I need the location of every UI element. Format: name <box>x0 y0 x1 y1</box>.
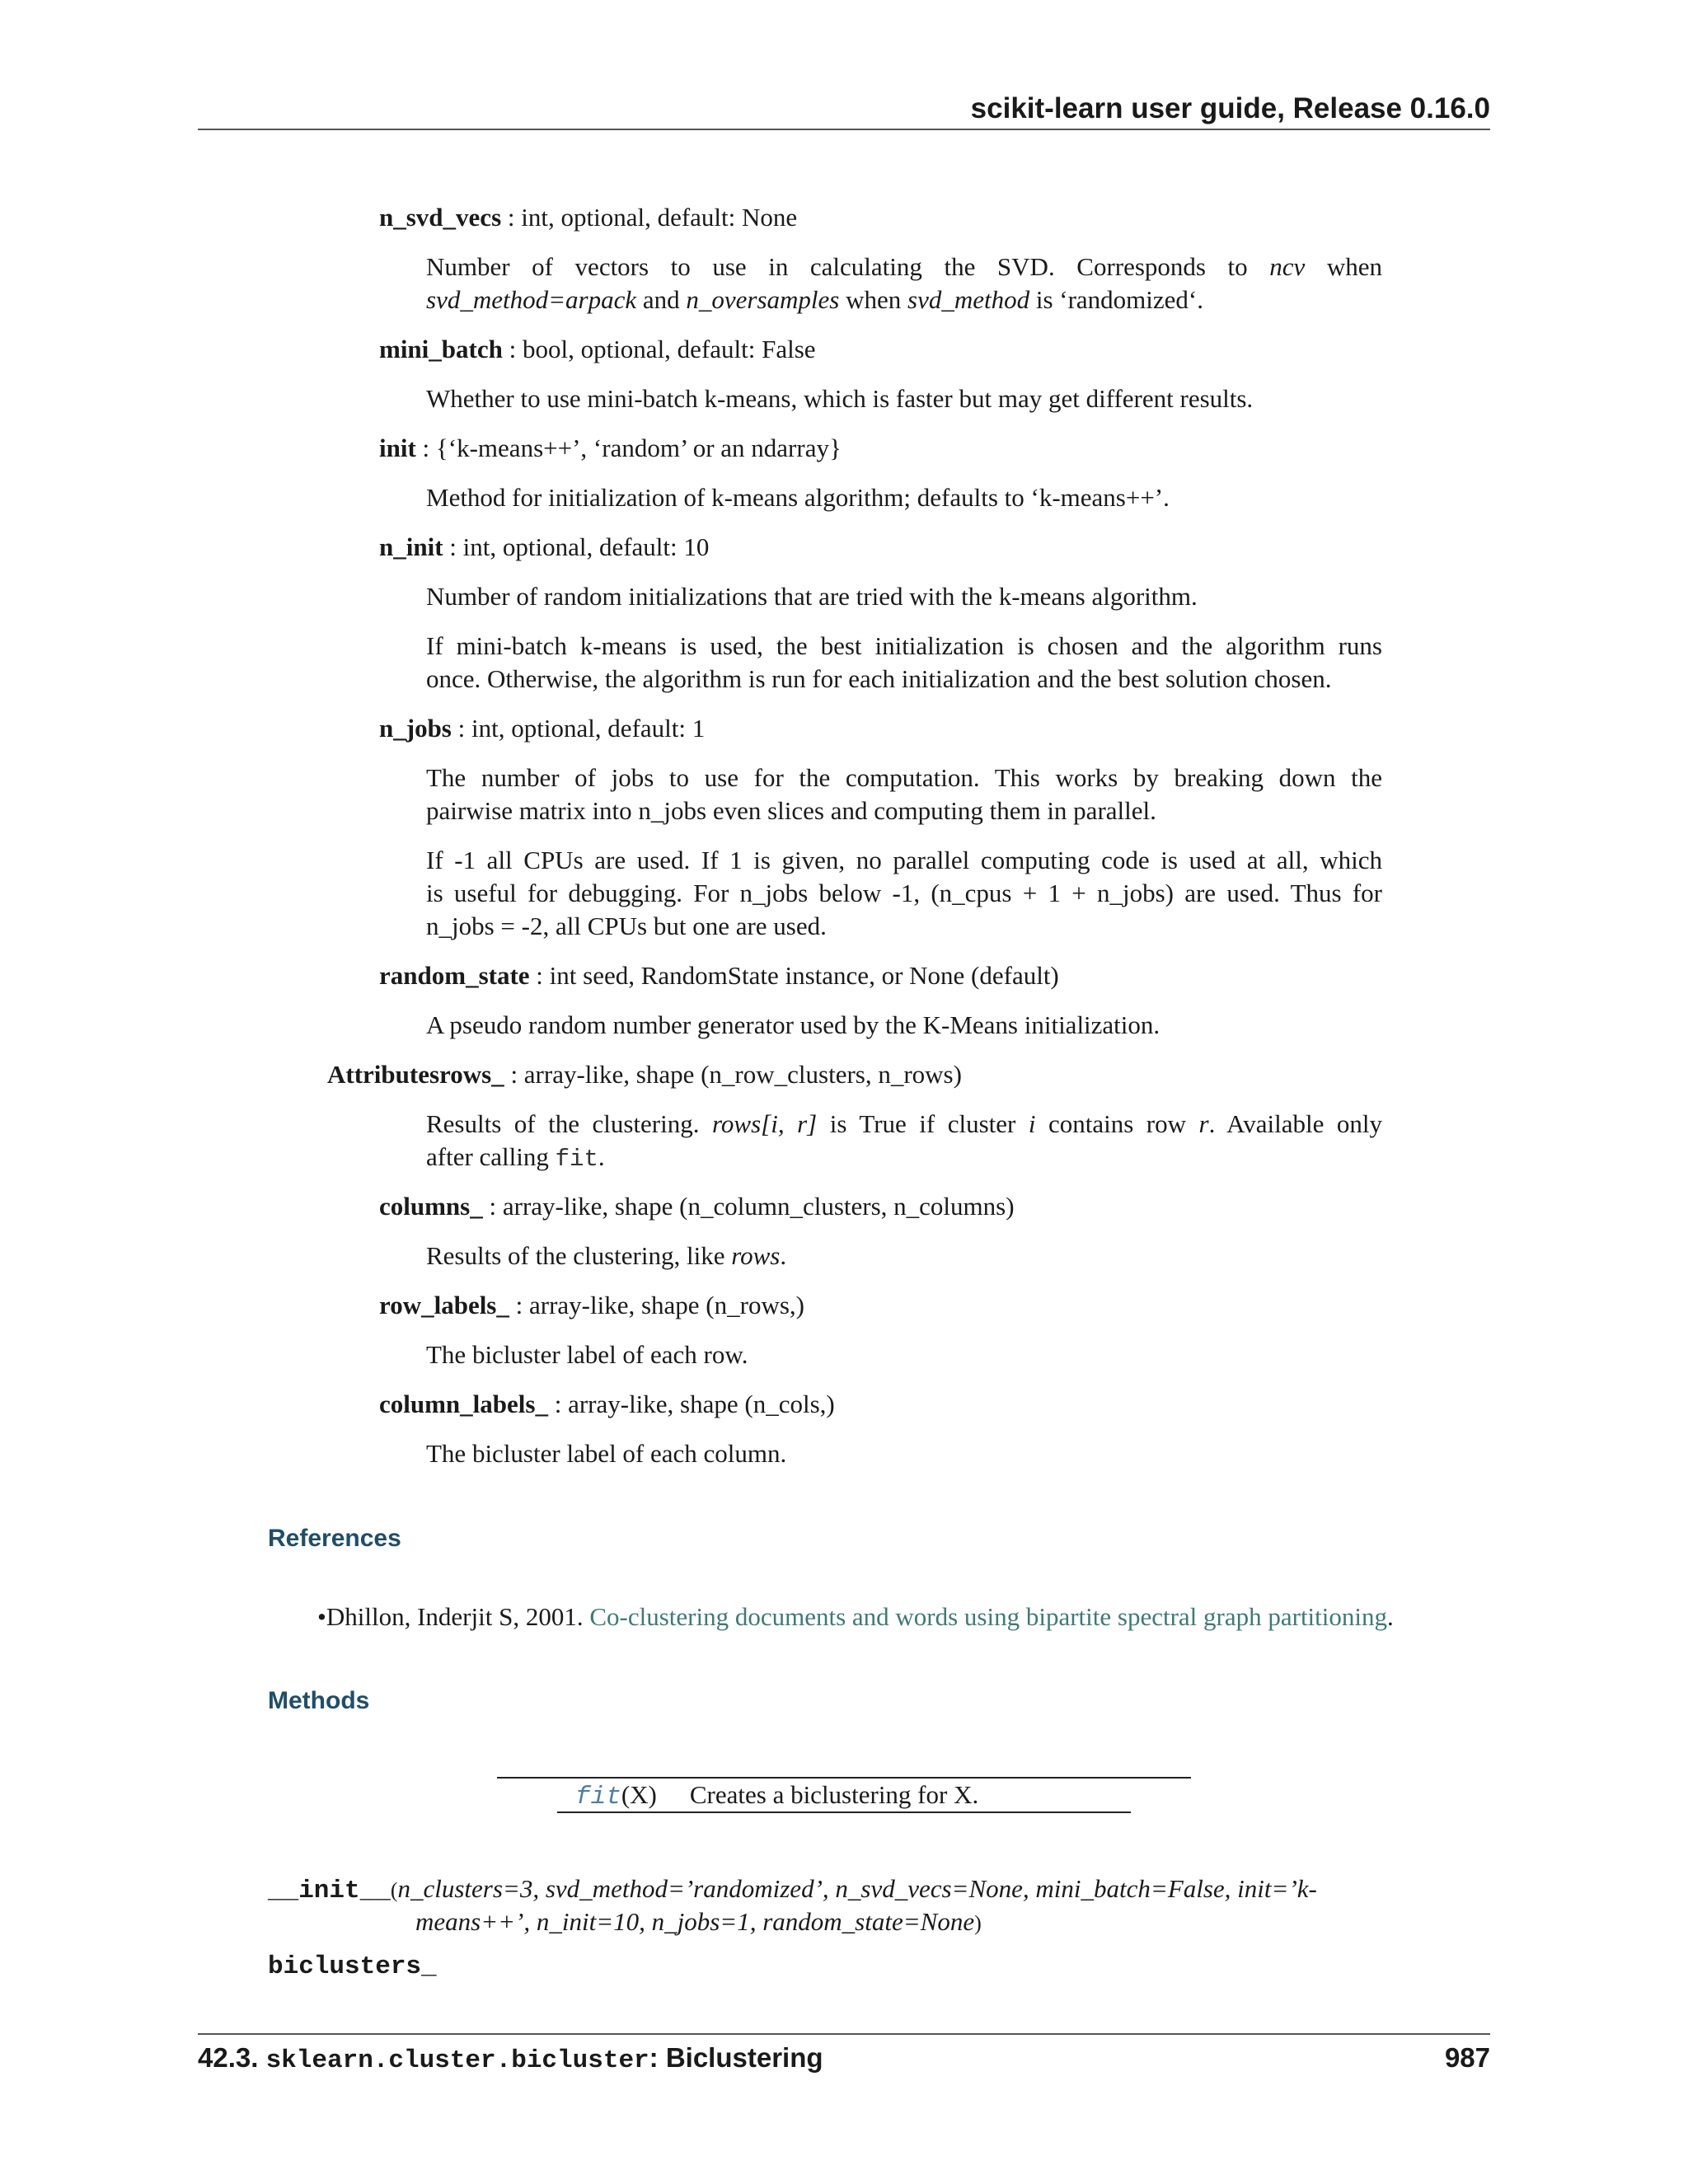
param-desc-n-jobs: The number of jobs to use for the computation. This works by breaking down the pairwise matrix into n_jobs even slices and computing them in parallel. <box>426 763 1382 825</box>
bullet: • <box>317 1602 326 1631</box>
param-desc-init: Method for initialization of k-means algorithm; defaults to ‘k-means++’. <box>426 483 1170 512</box>
footer-module: sklearn.cluster.bicluster <box>265 2046 649 2075</box>
param-type: : {‘k-means++’, ‘random’ or an ndarray} <box>415 434 842 462</box>
param-desc-n-init: Number of random initializations that are tried with the k-means algorithm. <box>426 582 1198 611</box>
desc-line: svd_method=arpack and n_oversamples when svd_method is ‘randomized‘. <box>426 285 1203 314</box>
attr-type: : array-like, shape (n_cols,) <box>547 1390 835 1418</box>
footer-rule <box>198 2033 1490 2035</box>
param-desc-n-svd-vecs <box>426 251 1382 316</box>
signature-params-line1: n_clusters=3, svd_method=’randomized’, n_svd_vecs=None, mini_batch=False, init=’k- <box>397 1874 1317 1903</box>
param-type: : int, optional, default: None <box>501 203 798 232</box>
method-desc: Creates a biclustering for X. <box>689 1780 979 1809</box>
reference-link[interactable]: Co-clustering documents and words using bipartite spectral graph partitioning <box>589 1602 1388 1631</box>
param-init <box>379 432 842 465</box>
attr-name: column_labels_ <box>379 1390 548 1418</box>
attr-name: columns_ <box>379 1192 483 1221</box>
methods-heading: Methods <box>268 1687 370 1714</box>
signature-params-line2: means++’, n_init=10, n_jobs=1, random_state=None <box>415 1907 975 1936</box>
attr-desc-rows: Results of the clustering. rows[i, r] is True if cluster i contains row r. Available only after calling fit. <box>426 1109 1382 1173</box>
attr-type: : array-like, shape (n_column_clusters, n_columns) <box>482 1192 1015 1221</box>
param-type: : bool, optional, default: False <box>502 335 816 363</box>
attr-name: row_labels_ <box>379 1291 509 1319</box>
attr-desc-row-labels: The bicluster label of each row. <box>426 1340 748 1369</box>
param-type: : int, optional, default: 1 <box>451 714 706 743</box>
init-signature: __init__(n_clusters=3, svd_method=’randomized’, n_svd_vecs=None, mini_batch=False, init=’k- <box>268 1874 1317 1905</box>
param-desc-n-init-2: If mini-batch k-means is used, the best initialization is chosen and the algorithm runs once. Otherwise, the algorithm is run for each initialization and the best solution chosen. <box>426 631 1382 693</box>
param-name: n_jobs <box>379 714 452 743</box>
footer-section: 42.3. sklearn.cluster.bicluster: Biclustering <box>198 2042 823 2075</box>
param-desc-n-jobs-2: If -1 all CPUs are used. If 1 is given, no parallel computing code is used at all, which is useful for debugging. For n_jobs below -1, (n_cpus + 1 + n_jobs) are used. Thus for n_jobs = -2, all CPUs but one are used. <box>426 846 1382 940</box>
init-signature-cont: means++’, n_init=10, n_jobs=1, random_state=None) <box>415 1907 982 1936</box>
param-random-state <box>379 959 1059 992</box>
biclusters-attr: biclusters_ <box>268 1952 437 1981</box>
method-link-fit[interactable]: fit <box>575 1783 621 1811</box>
param-name: mini_batch <box>379 335 503 363</box>
inline-code: fit <box>555 1146 598 1173</box>
param-name: n_init <box>379 532 443 561</box>
attr-type: : array-like, shape (n_rows,) <box>509 1291 804 1319</box>
param-mini-batch <box>379 333 816 366</box>
attr-type: : array-like, shape (n_row_clusters, n_rows) <box>504 1060 962 1089</box>
attr-desc-column-labels: The bicluster label of each column. <box>426 1439 787 1468</box>
methods-table-bottom-rule <box>557 1811 1131 1813</box>
attributes-label: Attributesrows_ <box>327 1060 504 1089</box>
param-type: : int, optional, default: 10 <box>443 532 710 561</box>
init-name: __init__ <box>268 1877 391 1905</box>
param-name: n_svd_vecs <box>379 203 502 232</box>
param-n-svd-vecs <box>379 201 797 234</box>
param-name: random_state <box>379 961 530 990</box>
param-desc-random-state: A pseudo random number generator used by the K-Means initialization. <box>426 1010 1160 1039</box>
attr-row-labels <box>379 1289 804 1322</box>
param-desc-mini-batch: Whether to use mini-batch k-means, which is faster but may get different results. <box>426 384 1254 413</box>
references-heading: References <box>268 1525 401 1552</box>
methods-table-row: fit(X) Creates a biclustering for X. <box>575 1780 979 1811</box>
page-number: 987 <box>1444 2042 1490 2073</box>
header-rule <box>198 129 1490 130</box>
reference-item: •Dhillon, Inderjit S, 2001. Co-clustering documents and words using bipartite spectral graph partitioning. <box>317 1602 1394 1631</box>
param-name: init <box>379 434 416 462</box>
param-n-jobs <box>379 712 705 745</box>
param-n-init <box>379 531 709 564</box>
attr-column-labels <box>379 1388 835 1421</box>
attributes-rows <box>327 1058 962 1091</box>
desc-line: Number of vectors to use in calculating the SVD. Corresponds to ncv when <box>426 252 1383 281</box>
param-type: : int seed, RandomState instance, or None (default) <box>529 961 1059 990</box>
attr-desc-columns: Results of the clustering, like rows. <box>426 1241 787 1270</box>
attr-columns <box>379 1190 1015 1223</box>
running-header-title: scikit-learn user guide, Release 0.16.0 <box>970 92 1490 124</box>
